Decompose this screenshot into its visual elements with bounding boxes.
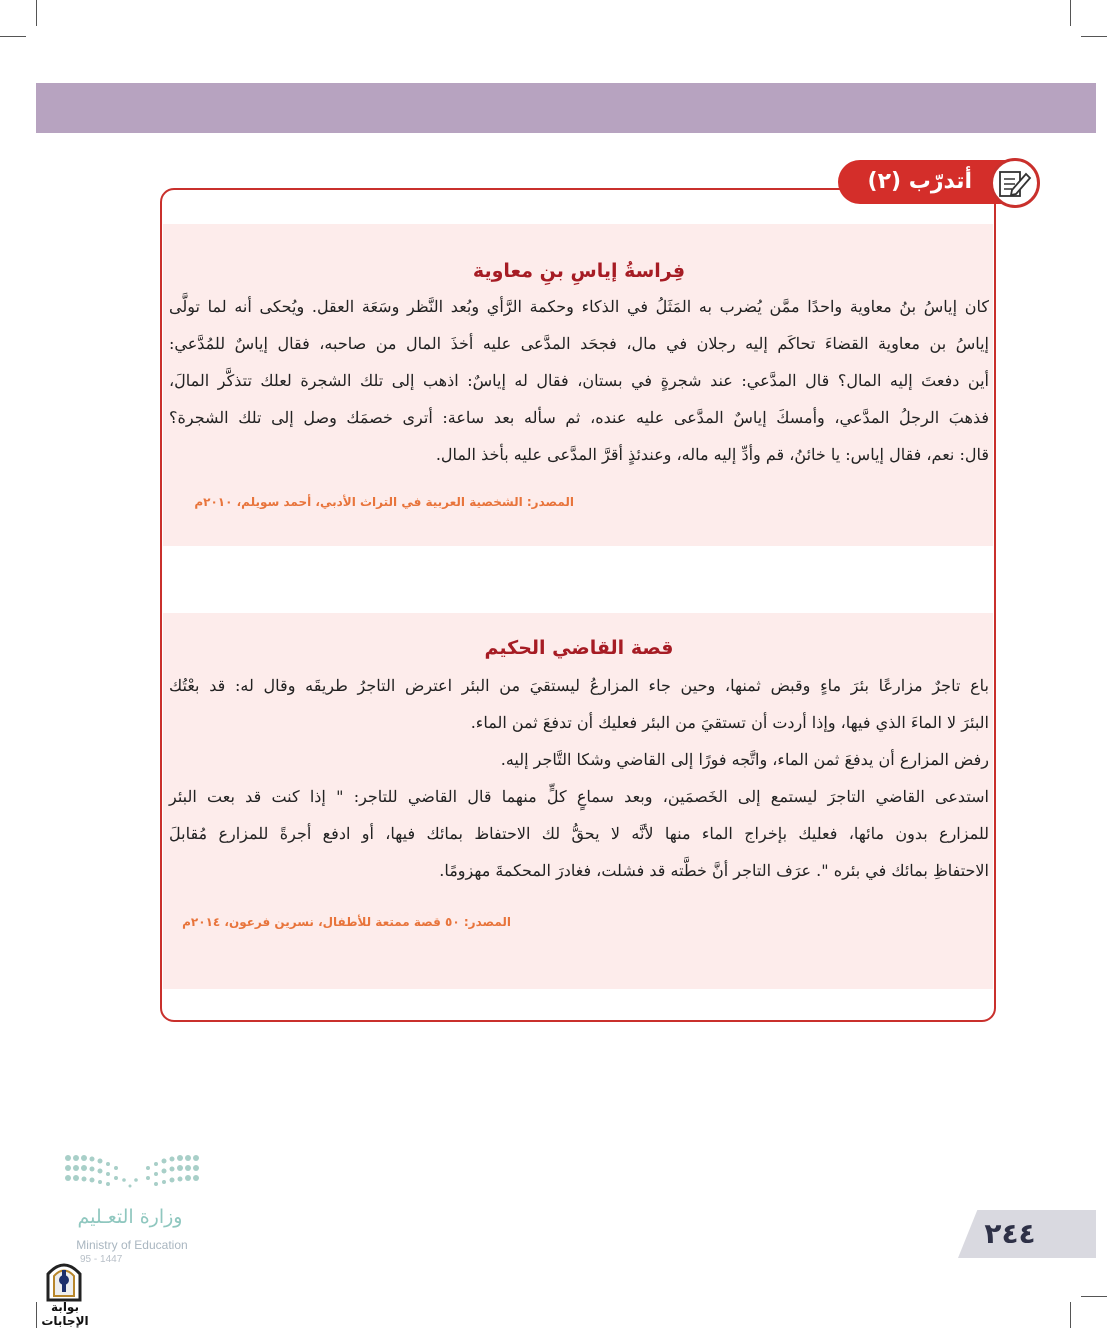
lantern-logo-icon <box>42 1256 86 1306</box>
crop-mark <box>36 0 37 26</box>
crop-mark <box>1081 1296 1107 1297</box>
page-number: ٢٤٤ <box>984 1217 1036 1250</box>
ministry-years: 95 - 1447 <box>80 1254 123 1265</box>
story-title: فِراسةُ إياسِ بنِ معاوية <box>472 260 686 282</box>
watermark-text: بوابة الإجابات <box>41 1300 89 1328</box>
story-fira-sa <box>163 224 993 546</box>
crop-mark <box>0 36 26 37</box>
exercise-tab <box>838 160 1006 204</box>
crop-mark <box>1070 1302 1071 1328</box>
ministry-name-en: Ministry of Education <box>76 1238 188 1252</box>
crop-mark <box>1081 36 1107 37</box>
story-title: قصة القاضي الحكيم <box>484 637 674 659</box>
edit-notepad-icon <box>990 158 1040 208</box>
crop-mark <box>1070 0 1071 26</box>
paragraph-line: قال: نعم، فقال إياس: يا خائنُ، قم وأدِّ إليه ماله، وعندئذٍ أقرَّ المدَّعى عليه بأخذ المال. <box>435 445 989 464</box>
paragraph-line: استدعى القاضي التاجرَ ليستمع إلى الخَصمَين، وبعد سماعٍ كلٍّ منهما قال القاضي للتاجر: " إذا كنت قد بعت البئر <box>169 787 989 806</box>
paragraph-line: باع تاجرٌ مزارعًا بئرَ ماءٍ وقبض ثمنها، وحين جاء المزارعُ ليستقيَ من البئر اعترض التاجرُ طريقَه وقال له: قد بعْتُك <box>169 676 989 695</box>
paragraph-line: كان إياسُ بنُ معاوية واحدًا ممَّن يُضرب به المَثَلُ في الذكاء وحكمة الرَّأي وبُعد النَّظر وسَعَة العقل. ويُحكى أنه لما تولَّى <box>169 297 990 316</box>
header-band <box>36 83 1096 133</box>
paragraph-line: فذهبَ الرجلُ المدَّعي، وأمسكَ إياسٌ المدَّعى عليه عنده، ثم سأله بعد ساعة: أترى خصمَك وصل إلى تلك الشجرة؟ <box>169 408 989 427</box>
paragraph-line: للمزارع بدون مائها، فعليك بإخراج الماء منها لأنَّه لا يحقُّ لك الاحتفاظ بمائك فيها، أو ادفع أجرةً للمزارع مُقابلَ <box>169 824 989 843</box>
story-wise-judge <box>163 613 993 989</box>
paragraph-line: البئرَ لا الماءَ الذي فيها، وإذا أردت أن تستقيَ من البئر فعليك أن تدفعَ ثمن الماء. <box>470 713 989 732</box>
exercise-title: أتدرّب (٢) <box>867 169 972 194</box>
paragraph-line: إياسُ بن معاوية القضاءَ تحاكَم إليه رجلان في مال، فجحَد المدَّعى عليه أخذَ المال من صاحبه، فقال إياسٌ للمُدَّعي: <box>169 334 989 353</box>
ministry-dots-logo <box>62 1150 202 1204</box>
ministry-name-ar: وزارة التعـليم <box>77 1206 183 1228</box>
story-source: المصدر: ٥٠ قصة ممتعة للأطفال، نسرين فرعون، ٢٠١٤م <box>182 915 511 929</box>
paragraph-line: الاحتفاظِ بمائك في بئره ". عرَف التاجر أنَّ خطَّته قد فشلت، فغادرَ المحكمةَ مهزومًا. <box>439 861 989 880</box>
story-source: المصدر: الشخصية العربية في التراث الأدبي، أحمد سويلم، ٢٠١٠م <box>194 495 574 509</box>
paragraph-line: رفض المزارع أن يدفعَ ثمن الماء، واتَّجه فورًا إلى القاضي وشكا التَّاجر إليه. <box>500 750 989 769</box>
paragraph-line: أين دفعتَ إليه المال؟ قال المدَّعي: عند شجرةٍ في بستان، فقال له إياسٌ: اذهب إلى تلك الشجرة لعلك تتذكَّر المالَ، <box>169 371 989 390</box>
